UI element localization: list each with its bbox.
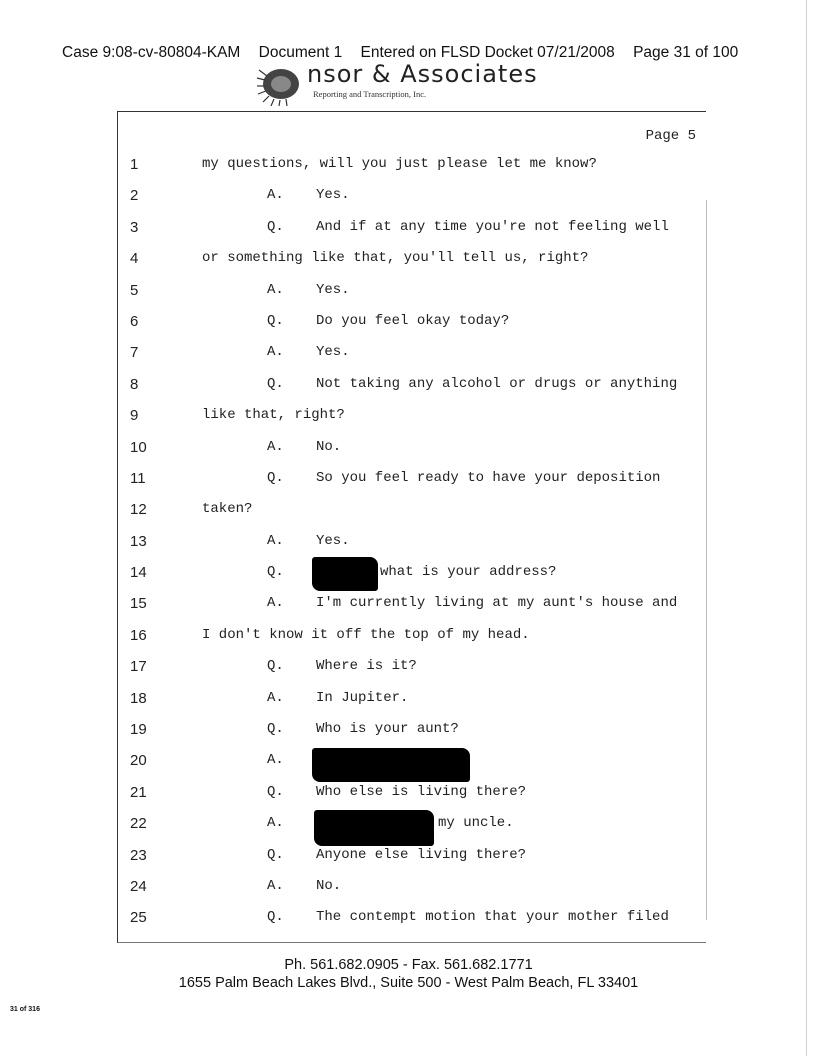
- redaction-block: [312, 557, 378, 591]
- line-text: Do you feel okay today?: [316, 312, 510, 329]
- redaction-block: [312, 748, 470, 782]
- line-text: or something like that, you'll tell us, right?: [202, 250, 589, 267]
- line-number: 9: [130, 407, 139, 425]
- line-number: 17: [130, 658, 147, 676]
- speaker-label: Q.: [267, 721, 284, 738]
- line-text: Where is it?: [316, 658, 417, 675]
- line-text: my questions, will you just please let me know?: [202, 156, 597, 172]
- transcript-line: [118, 652, 706, 683]
- transcript-line: [118, 244, 706, 275]
- transcript-line: [118, 495, 706, 526]
- redaction-block: [314, 810, 434, 846]
- transcript-line: [118, 433, 706, 464]
- line-number: 23: [130, 846, 147, 864]
- line-text: Yes.: [316, 532, 350, 549]
- line-text: No.: [316, 877, 342, 894]
- transcript-line: [118, 527, 706, 558]
- speaker-label: Q.: [267, 469, 284, 486]
- speaker-label: Q.: [267, 375, 284, 392]
- line-text: Yes.: [316, 344, 350, 361]
- line-text: The contempt motion that your mother filed: [316, 909, 669, 926]
- line-number: 13: [130, 532, 147, 550]
- line-number: 5: [130, 281, 139, 299]
- line-number: 2: [130, 187, 139, 205]
- speaker-label: A.: [267, 877, 284, 894]
- transcript-line: [118, 684, 706, 715]
- transcript-line: [118, 621, 706, 652]
- line-number: 21: [130, 783, 147, 801]
- line-text: Yes.: [316, 187, 350, 204]
- line-number: 18: [130, 689, 147, 707]
- transcript-line: [118, 181, 706, 212]
- line-text: No.: [316, 438, 342, 455]
- line-text: So you feel ready to have your deposition: [316, 469, 661, 486]
- company-subtitle: Reporting and Transcription, Inc.: [313, 89, 427, 99]
- line-number: 19: [130, 721, 147, 739]
- company-name: nsor & Associates: [307, 60, 538, 88]
- line-number: 25: [130, 909, 147, 927]
- line-number: 3: [130, 218, 139, 236]
- transcript-line: [118, 338, 706, 369]
- line-text: like that, right?: [202, 407, 345, 424]
- page-edge-line: [806, 0, 807, 1056]
- transcript-line: [118, 213, 706, 244]
- line-number: 10: [130, 438, 147, 456]
- line-text: Anyone else living there?: [316, 846, 527, 863]
- speaker-label: A.: [267, 281, 284, 298]
- speaker-label: Q.: [267, 658, 284, 675]
- line-text: what is your address?: [380, 564, 557, 581]
- speaker-label: Q.: [267, 564, 284, 581]
- transcript-line: [118, 589, 706, 620]
- transcript-line: [118, 401, 706, 432]
- line-text: Yes.: [316, 281, 350, 298]
- speaker-label: A.: [267, 595, 284, 612]
- transcript-page: [117, 111, 706, 943]
- speaker-label: Q.: [267, 909, 284, 926]
- line-number: 4: [130, 250, 139, 268]
- line-number: 1: [130, 156, 139, 173]
- transcript-line: [118, 464, 706, 495]
- line-text: In Jupiter.: [316, 689, 409, 706]
- speaker-label: Q.: [267, 846, 284, 863]
- speaker-label: A.: [267, 689, 284, 706]
- transcript-line: [118, 903, 706, 934]
- transcript-line: [118, 778, 706, 809]
- transcript-line: [118, 150, 706, 181]
- line-number: 14: [130, 564, 147, 582]
- line-text: I don't know it off the top of my head.: [202, 626, 530, 643]
- line-number: 12: [130, 501, 147, 519]
- transcript-line: [118, 276, 706, 307]
- case-number: Case 9:08-cv-80804-KAM: [62, 44, 241, 61]
- speaker-label: A.: [267, 187, 284, 204]
- line-number: 22: [130, 815, 147, 833]
- transcript-line: [118, 307, 706, 338]
- line-text: taken?: [202, 501, 253, 518]
- speaker-label: A.: [267, 752, 284, 769]
- logo-mark-icon: [255, 62, 303, 106]
- line-text: Who is your aunt?: [316, 721, 459, 738]
- line-number: 16: [130, 626, 147, 644]
- speaker-label: Q.: [267, 783, 284, 800]
- line-number: 24: [130, 877, 147, 895]
- margin-line: [706, 200, 707, 920]
- speaker-label: A.: [267, 532, 284, 549]
- line-text: I'm currently living at my aunt's house and: [316, 595, 678, 612]
- line-number: 8: [130, 375, 139, 393]
- docket-entry: Entered on FLSD Docket 07/21/2008: [360, 44, 615, 61]
- line-text: Not taking any alcohol or drugs or anything: [316, 375, 678, 392]
- line-text: my uncle.: [438, 815, 514, 832]
- company-logo: [255, 62, 555, 108]
- speaker-label: Q.: [267, 218, 284, 235]
- document-label: Document 1: [258, 44, 343, 61]
- page-number: 31 of 316: [10, 1006, 40, 1013]
- speaker-label: A.: [267, 344, 284, 361]
- transcript-line: [118, 370, 706, 401]
- line-number: 11: [130, 469, 146, 487]
- speaker-label: A.: [267, 438, 284, 455]
- transcript-line: [118, 715, 706, 746]
- contact-phone: Ph. 561.682.0905 - Fax. 561.682.1771: [284, 957, 533, 973]
- docket-page: Page 31 of 100: [633, 44, 739, 61]
- line-number: 6: [130, 312, 139, 330]
- speaker-label: Q.: [267, 312, 284, 329]
- line-number: 7: [130, 344, 139, 362]
- speaker-label: A.: [267, 815, 284, 832]
- line-text: Who else is living there?: [316, 783, 527, 800]
- transcript-page-label: Page 5: [645, 128, 696, 144]
- contact-address: 1655 Palm Beach Lakes Blvd., Suite 500 - West Palm Beach, FL 33401: [178, 975, 639, 991]
- transcript-line: [118, 558, 706, 589]
- line-number: 15: [130, 595, 147, 613]
- line-number: 20: [130, 752, 147, 770]
- line-text: And if at any time you're not feeling well: [316, 218, 669, 235]
- transcript-line: [118, 872, 706, 903]
